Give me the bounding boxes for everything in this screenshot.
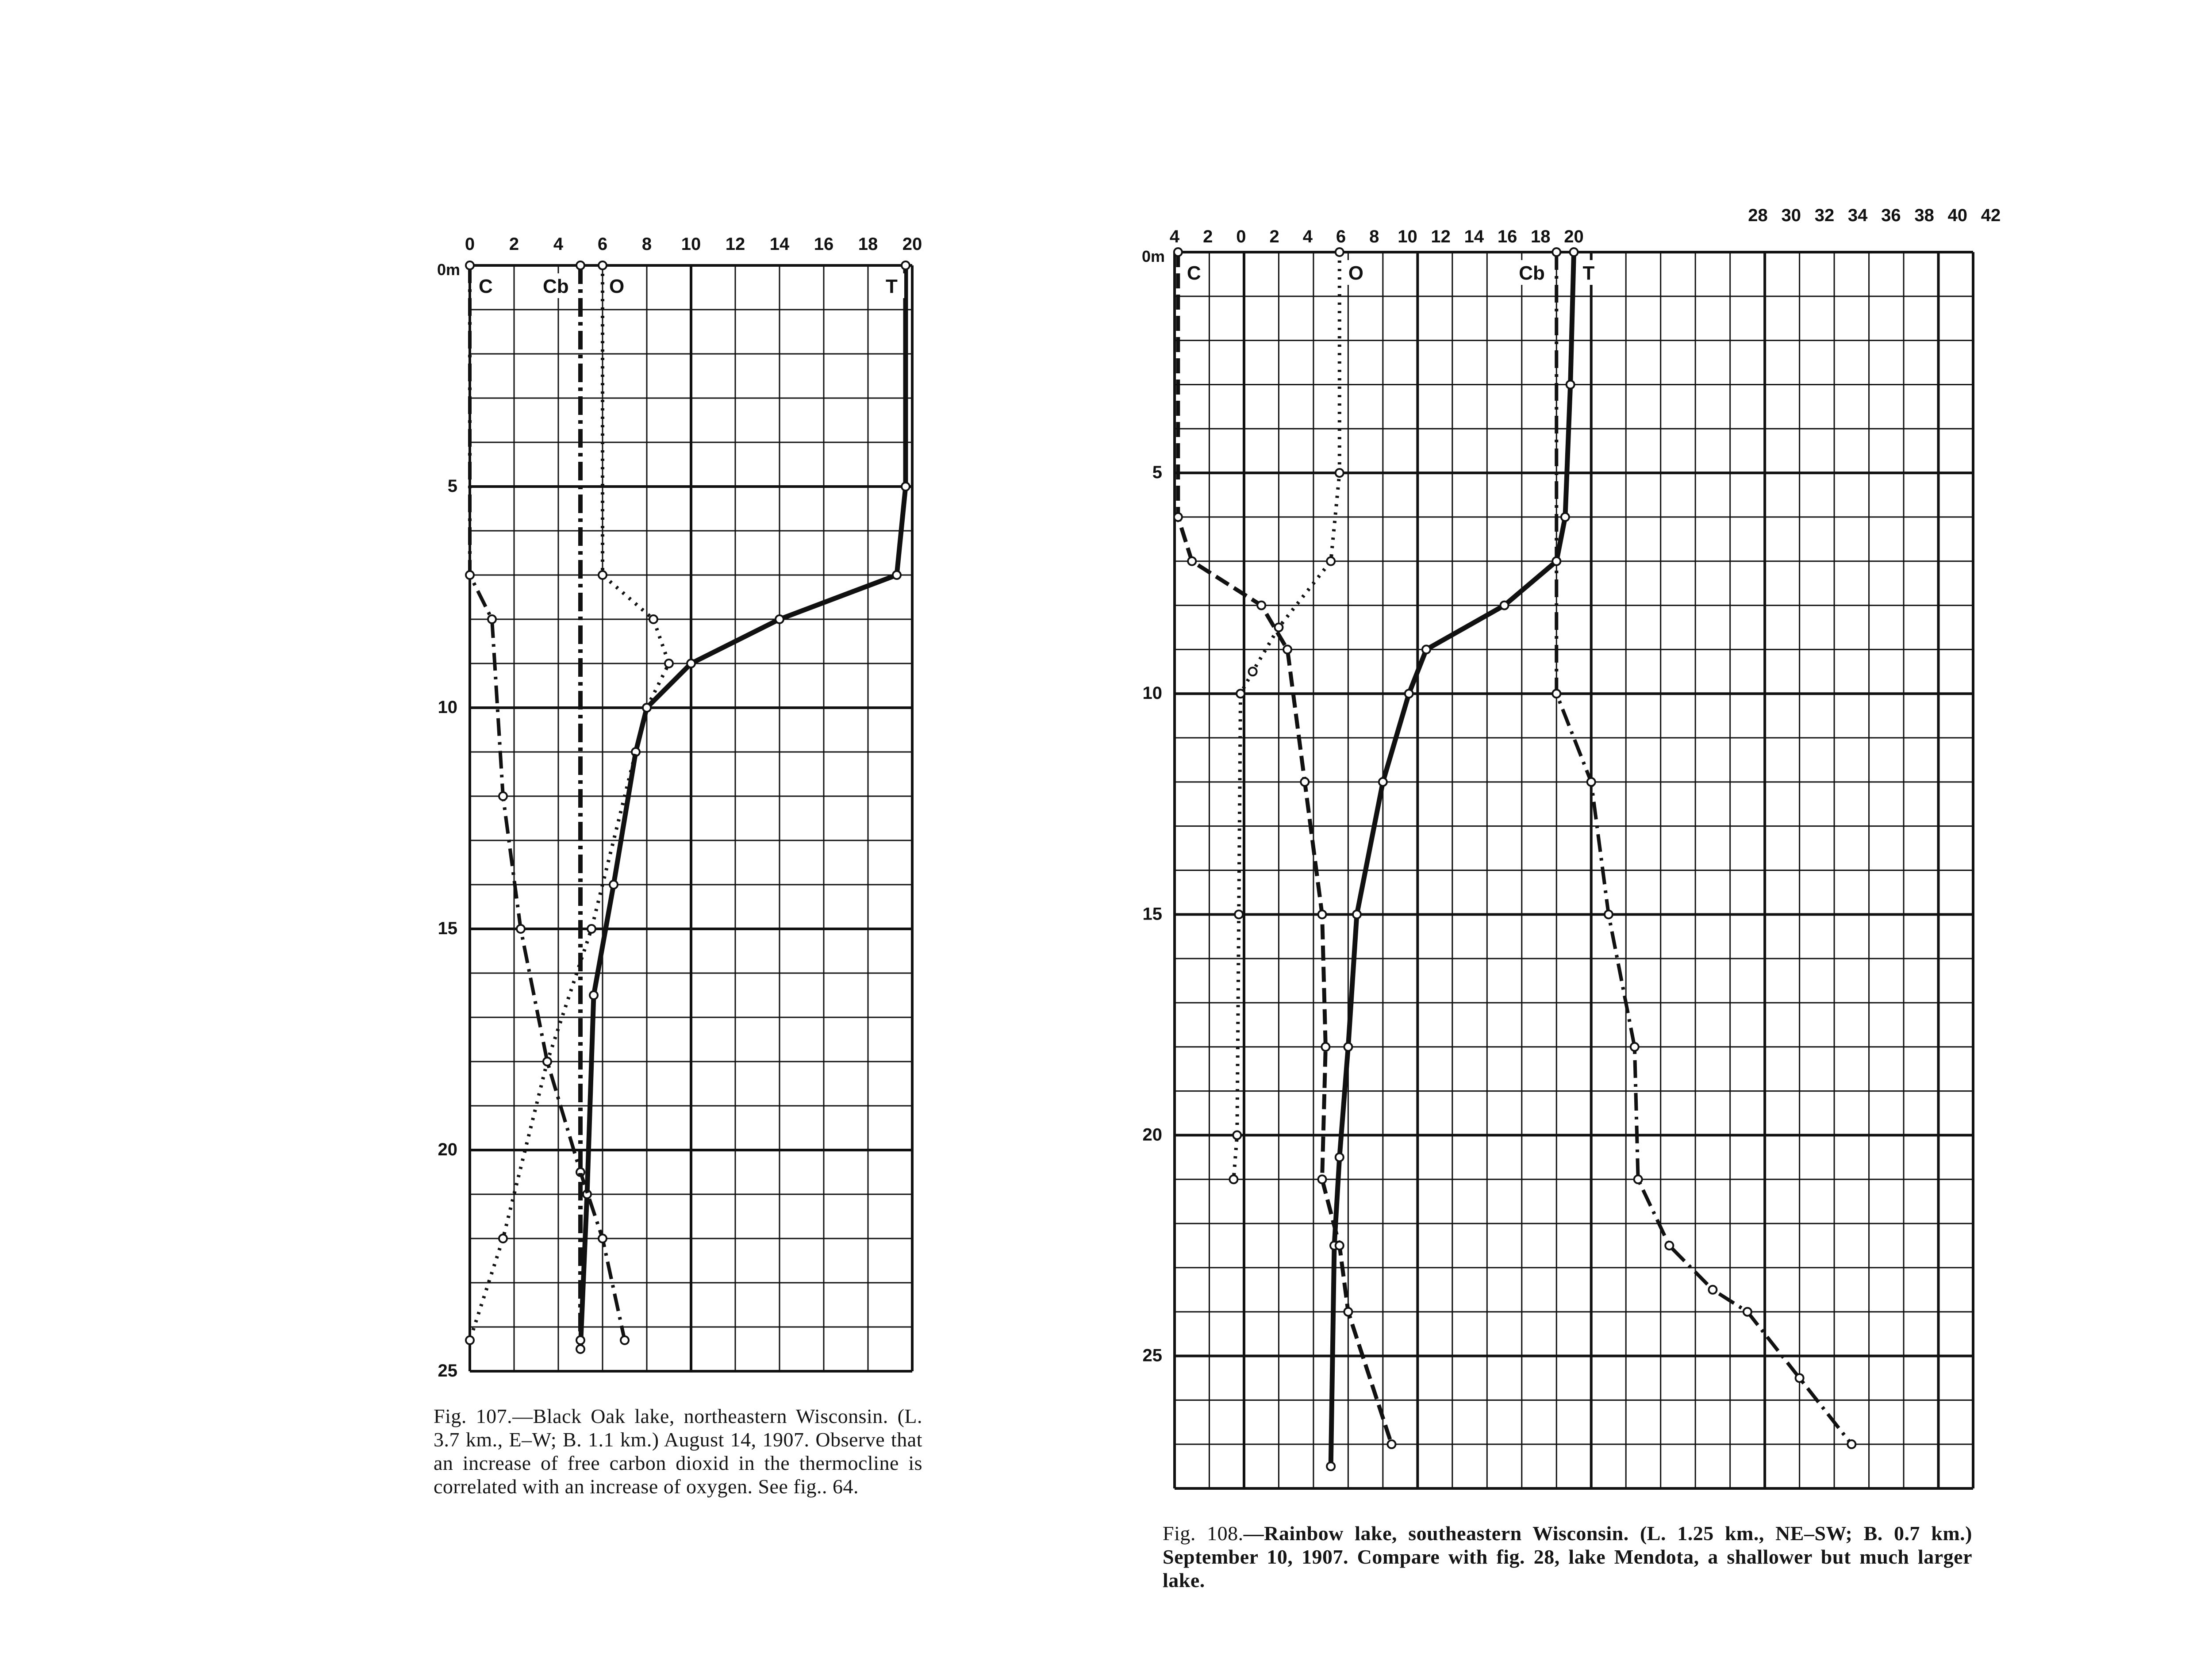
- series-cb-point: [1665, 1242, 1673, 1250]
- series-o-point: [599, 571, 607, 579]
- series-t-point: [1379, 778, 1387, 786]
- fig107-caption: [434, 1404, 922, 1498]
- series-o-point: [1249, 667, 1257, 675]
- fig108-text: —Rainbow lake, southeastern Wisconsin. (L. 1.25 km., NE–SW; B. 0.7 km.) September 10, 1907. Compare with fig. 28, lake Mendota, a shallower but much larger lake.: [1163, 1522, 1972, 1591]
- y-tick-label: 20: [1142, 1125, 1162, 1145]
- series-o-point: [1237, 690, 1244, 698]
- x-tick-label-upper: 42: [1981, 206, 2001, 225]
- series-t-label: T: [1582, 262, 1595, 284]
- series-t-point: [1422, 645, 1430, 653]
- x-tick-label: 16: [814, 234, 834, 254]
- series-c-point: [488, 615, 496, 623]
- series-c-line: [1178, 252, 1392, 1444]
- x-tick-label-upper: 32: [1814, 206, 1835, 225]
- depth-unit-label: 0m: [1141, 247, 1165, 265]
- series-cb-label: Cb: [1519, 262, 1545, 284]
- x-tick-label: 14: [769, 234, 790, 254]
- series-t-point: [1353, 910, 1361, 918]
- x-tick-label: 0: [1236, 227, 1246, 246]
- series-t-label: T: [886, 276, 898, 297]
- series-cb-point: [576, 1336, 584, 1344]
- series-o-point: [643, 704, 651, 712]
- series-o-point: [1229, 1175, 1237, 1183]
- y-tick-label: 25: [438, 1361, 457, 1380]
- series-o-point: [1336, 469, 1344, 477]
- series-t-point: [1561, 513, 1569, 521]
- series-o-label: O: [609, 276, 625, 297]
- series-cb-point: [1552, 248, 1560, 256]
- series-cb-point: [1631, 1043, 1639, 1051]
- series-cb-point: [576, 261, 584, 269]
- series-c-point: [1387, 1440, 1395, 1448]
- series-c-label: C: [479, 276, 493, 297]
- series-cb-line: [1556, 252, 1851, 1444]
- x-tick-label: 18: [858, 234, 878, 254]
- x-tick-label-upper: 34: [1847, 206, 1868, 225]
- series-c-point: [1318, 1175, 1326, 1183]
- series-cb-point: [1634, 1175, 1642, 1183]
- series-o-point: [1233, 1131, 1241, 1139]
- series-c-point: [1174, 248, 1182, 256]
- series-c-point: [599, 1235, 607, 1242]
- series-t-point: [1567, 380, 1575, 388]
- series-c-point: [1174, 513, 1182, 521]
- chart-1-grid: [470, 265, 912, 1371]
- series-t-point: [902, 261, 910, 269]
- series-cb-point: [1552, 557, 1560, 565]
- x-tick-label: 4: [553, 234, 564, 254]
- x-tick-label: 14: [1464, 227, 1484, 246]
- chart-2: [1142, 206, 2001, 1488]
- series-o-point: [1235, 910, 1243, 918]
- series-o-point: [1336, 248, 1344, 256]
- chart-1: [437, 234, 922, 1380]
- series-o-point: [1327, 557, 1335, 565]
- series-o-line: [470, 265, 669, 1340]
- x-tick-label: 4: [1302, 227, 1313, 246]
- series-cb-point: [1796, 1374, 1804, 1382]
- series-t-point: [576, 1345, 584, 1353]
- fig107-text: —Black Oak lake, northeastern Wisconsin. (L. 3.7 km., E–W; B. 1.1 km.) August 14, 1907. Observe that an increase of free carbon dioxid in the thermocline is correlated with an increase of oxygen. See fig.. 64.: [434, 1405, 922, 1498]
- series-t-point: [1336, 1153, 1344, 1161]
- chart-2-grid: [1175, 252, 1973, 1488]
- fig108-label: Fig. 108.: [1163, 1522, 1244, 1545]
- series-c-point: [543, 1058, 551, 1066]
- series-c-point: [1318, 910, 1326, 918]
- series-o-point: [599, 261, 607, 269]
- series-t-point: [610, 881, 618, 889]
- series-t-point: [590, 991, 598, 999]
- x-tick-label: 10: [681, 234, 701, 254]
- series-cb-point: [1587, 778, 1595, 786]
- series-t-point: [687, 660, 695, 667]
- y-tick-label: 10: [1142, 683, 1162, 703]
- series-c-point: [1188, 557, 1196, 565]
- series-cb-point: [1847, 1440, 1855, 1448]
- x-tick-label: 12: [1431, 227, 1451, 246]
- series-o-point: [499, 1235, 507, 1242]
- x-tick-label: 2: [1203, 227, 1213, 246]
- x-tick-label-upper: 36: [1881, 206, 1901, 225]
- x-tick-label: 8: [641, 234, 652, 254]
- series-cb-point: [1709, 1286, 1717, 1294]
- y-tick-label: 5: [1152, 463, 1162, 483]
- series-c-point: [1301, 778, 1309, 786]
- fig107-label: Fig. 107.: [434, 1405, 513, 1427]
- x-tick-label: 4: [1169, 227, 1180, 246]
- x-tick-label: 10: [1398, 227, 1417, 246]
- series-c-point: [1336, 1242, 1344, 1250]
- series-cb-label: Cb: [543, 276, 569, 297]
- series-cb-point: [1743, 1308, 1751, 1316]
- y-tick-label: 25: [1142, 1346, 1162, 1365]
- series-c-label: C: [1187, 262, 1201, 284]
- series-c-point: [1283, 645, 1291, 653]
- y-tick-label: 15: [438, 919, 457, 938]
- series-o-label: O: [1348, 262, 1364, 284]
- x-tick-label: 8: [1369, 227, 1379, 246]
- series-o-point: [665, 660, 673, 667]
- depth-unit-label: 0m: [437, 261, 460, 279]
- y-tick-label: 10: [438, 698, 457, 717]
- series-c-point: [1321, 1043, 1329, 1051]
- series-o-point: [649, 615, 657, 623]
- x-tick-label-upper: 40: [1947, 206, 1968, 225]
- x-tick-label: 6: [597, 234, 608, 254]
- series-c-point: [517, 925, 525, 933]
- series-t-point: [1570, 248, 1578, 256]
- x-tick-label-upper: 38: [1914, 206, 1934, 225]
- x-tick-label: 20: [902, 234, 922, 254]
- series-cb-point: [1605, 910, 1613, 918]
- x-tick-label: 12: [725, 234, 745, 254]
- x-tick-label-upper: 30: [1781, 206, 1801, 225]
- x-tick-label: 16: [1497, 227, 1517, 246]
- series-t-line: [580, 265, 906, 1349]
- x-tick-label: 0: [465, 234, 475, 254]
- x-tick-label: 2: [509, 234, 519, 254]
- series-o-point: [588, 925, 595, 933]
- series-t-point: [902, 483, 910, 491]
- series-t-point: [1327, 1462, 1335, 1470]
- y-tick-label: 15: [1142, 904, 1162, 924]
- series-o-point: [466, 1336, 474, 1344]
- series-c-point: [499, 792, 507, 800]
- y-tick-label: 5: [447, 476, 457, 496]
- series-o-point: [1275, 623, 1283, 631]
- series-c-point: [621, 1336, 629, 1344]
- series-c-point: [1344, 1308, 1352, 1316]
- y-tick-label: 20: [438, 1140, 457, 1159]
- x-tick-label-upper: 28: [1748, 206, 1768, 225]
- series-t-point: [1405, 690, 1413, 698]
- fig108-caption: [1163, 1522, 1972, 1592]
- series-c-point: [466, 261, 474, 269]
- x-tick-label: 18: [1531, 227, 1551, 246]
- series-c-point: [1257, 602, 1265, 610]
- series-c-point: [466, 571, 474, 579]
- x-tick-label: 20: [1564, 227, 1584, 246]
- x-tick-label: 2: [1269, 227, 1279, 246]
- series-t-point: [1501, 602, 1509, 610]
- series-t-point: [1344, 1043, 1352, 1051]
- x-tick-label: 6: [1336, 227, 1346, 246]
- series-t-point: [893, 571, 901, 579]
- series-t-point: [776, 615, 783, 623]
- series-cb-point: [1552, 690, 1560, 698]
